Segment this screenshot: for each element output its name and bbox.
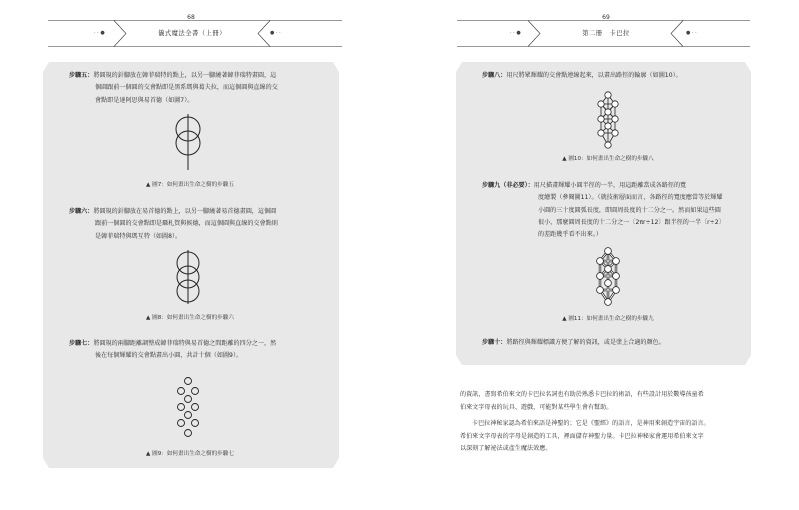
body-paragraph-1 xyxy=(460,389,760,414)
step-line: 個圓跟前一個圓的交會點即是黑系瑪與葛夫拉，而這個圓與直線的交 xyxy=(95,84,278,92)
step-eight xyxy=(482,70,744,82)
step-line: 的差距幾乎看不出來。） xyxy=(538,231,602,239)
figure-7-caption: ▲ 圖7：如何畫出生命之樹的步驟五 xyxy=(146,182,234,188)
step-label: 步驟七： xyxy=(69,340,94,347)
step-line: 將路徑與輝耀標識方便了解的資訊，或是塗上合適的顏色。 xyxy=(506,339,665,346)
figure-10-caption: ▲ 圖10：如何畫出生命之樹的步驟八 xyxy=(562,156,654,162)
step-line: 用尺將眾輝耀的交會點連線起來，以畫出路徑的輪廓（如圖10）。 xyxy=(506,72,682,79)
figure-11-caption: ▲ 圖11：如何畫出生命之樹的步驟九 xyxy=(562,316,654,322)
body-line: 卡巴拉神秘家認為希伯來語是神聖的；它是《聖經》的語言，是神用來創造宇宙的語言。 xyxy=(472,420,710,427)
step-line: 度繪製（參閱圖11）。（就技術層面而言，各路徑的寬度應當等於輝耀 xyxy=(538,194,723,202)
step-line: 將圓規的針腳放在易首德的點上，以另一腳繞著易首德畫圓，這個圓 xyxy=(93,208,277,215)
step-label: 步驟十： xyxy=(482,339,507,346)
step-line: 很小，那麼圓周長度的十二分之一〔2πr÷12〕跟半徑的一半〔r÷2〕 xyxy=(538,218,725,226)
body-line: 的資訊，書寫希伯來文的卡巴拉名詞也有助於熟悉卡巴拉的術語，有些設計用於數導孩童希 xyxy=(460,391,704,398)
step-label: 步驟六： xyxy=(69,208,94,215)
ornament-dots-right: ● · · xyxy=(686,30,697,36)
step-line: 將圓規的針腳放在韓菲瑞特的點上，以另一腳繞著韓菲瑞特畫圓，這 xyxy=(93,72,277,79)
step-ten xyxy=(482,337,744,349)
step-line: 用尺描畫輝耀小圓半徑的一半，用這距離當成各路徑的寬 xyxy=(533,182,687,189)
running-title: 儀式魔法全書（上冊） xyxy=(158,30,226,37)
ornament-dots-left: · · ● xyxy=(94,30,105,36)
body-line: 希伯來文字母表的字母是創造的工具，裡面儲存神聖力量。卡巴拉神秘家會運用希伯來文字 xyxy=(460,432,704,440)
step-label: 步驟九（非必要）： xyxy=(482,182,534,189)
page-number: 69 xyxy=(602,14,610,21)
step-line: 小圓的三十度圓弧長度，即圓周長度的十二分之一。然而如果這些圓 xyxy=(538,206,721,214)
running-title: 第二冊 卡巴拉 xyxy=(582,30,630,37)
step-line: 是韓菲瑞特與瑪互特（如圖8）。 xyxy=(95,232,182,240)
body-line: 伯來文字母表的玩具、遊戲，可能對某些學生會有幫助。 xyxy=(460,403,613,411)
figure-8-caption: ▲ 圖8：如何畫出生命之樹的步驟六 xyxy=(146,315,234,321)
figure-10-diagram xyxy=(592,90,624,150)
step-label: 步驟八： xyxy=(482,72,507,79)
step-line: 將圓規的兩腳距離調整成韓菲瑞特與易首德之間距離的四分之一，然 xyxy=(93,340,277,347)
ornament-dots-right: ● · · xyxy=(270,30,281,36)
ornament-dots-left: · · ● xyxy=(510,30,521,36)
step-line: 後在每個輝耀的交會點畫出小圓，共計十個（如圖9）。 xyxy=(95,352,243,360)
step-nine xyxy=(482,180,744,241)
step-line: 會點即是達阿思與易首德（如圖7）。 xyxy=(95,96,194,104)
figure-11-diagram xyxy=(590,246,626,308)
page-number: 68 xyxy=(187,14,195,21)
step-line: 跟前一個圓的交會點即是聶札賀與候德，而這個圓與直線的交會點則 xyxy=(95,220,278,228)
figure-9-caption: ▲ 圖9：如何畫出生命之樹的步驟七 xyxy=(146,451,234,457)
body-paragraph-2 xyxy=(460,418,760,456)
body-line: 以深刻了解祕法或產生魔法效應。 xyxy=(460,445,552,452)
step-label: 步驟五： xyxy=(69,72,94,79)
